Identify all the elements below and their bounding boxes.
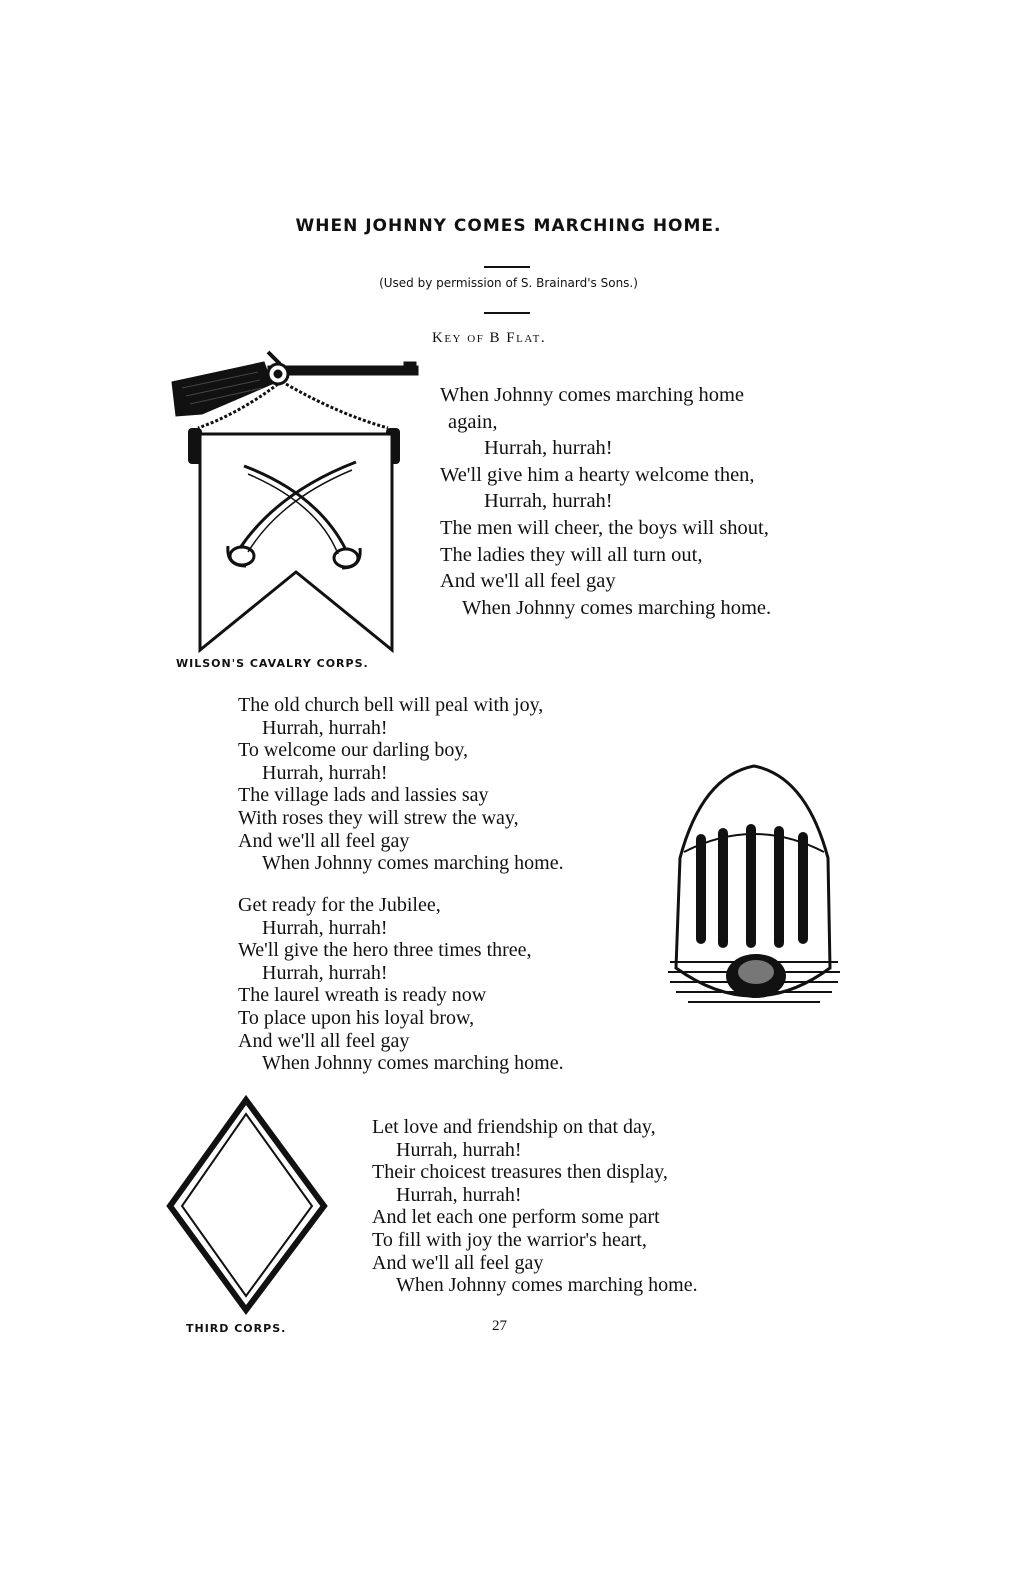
verse-line: Their choicest treasures then display,	[372, 1161, 668, 1184]
page-title: WHEN JOHNNY COMES MARCHING HOME.	[295, 216, 722, 236]
verse-line: Hurrah, hurrah!	[484, 490, 613, 513]
verse-line: Hurrah, hurrah!	[262, 916, 388, 939]
verse-line: And we'll all feel gay	[238, 1029, 410, 1052]
verse-line: When Johnny comes marching home.	[262, 1052, 564, 1075]
verse-line: When Johnny comes marching home.	[396, 1274, 698, 1297]
verse-line: And we'll all feel gay	[238, 829, 410, 852]
rule-bottom	[484, 312, 530, 314]
verse-line: The village lads and lassies say	[238, 784, 489, 807]
verse-line: again,	[448, 410, 498, 433]
verse-line: To place upon his loyal brow,	[238, 1006, 475, 1029]
verse-line: Hurrah, hurrah!	[262, 716, 388, 739]
verse-4	[372, 1116, 698, 1297]
minie-ball-icon	[662, 762, 844, 1024]
verse-line: Hurrah, hurrah!	[262, 961, 388, 984]
page-number: 27	[492, 1318, 507, 1334]
rule-top	[484, 266, 530, 268]
verse-line: When Johnny comes marching home.	[262, 852, 564, 875]
key-signature: Key of B Flat.	[432, 330, 547, 346]
verse-line: Get ready for the Jubilee,	[238, 894, 441, 916]
caption-third-corps: THIRD CORPS.	[186, 1322, 287, 1335]
verse-line: And we'll all feel gay	[440, 570, 616, 593]
permission-note: (Used by permission of S. Brainard's Sons.)	[379, 276, 638, 290]
verse-line: When Johnny comes marching home.	[462, 596, 772, 619]
diamond-badge-icon	[166, 1096, 328, 1314]
verse-line: To welcome our darling boy,	[238, 739, 469, 762]
verse-line: Hurrah, hurrah!	[396, 1138, 522, 1161]
verse-2	[238, 694, 564, 875]
verse-line: And we'll all feel gay	[372, 1251, 544, 1274]
verse-line: The laurel wreath is ready now	[238, 984, 487, 1007]
verse-line: We'll give the hero three times three,	[238, 939, 532, 962]
verse-line: And let each one perform some part	[372, 1206, 660, 1229]
verse-line: We'll give him a hearty welcome then,	[440, 463, 755, 486]
verse-line: With roses they will strew the way,	[238, 806, 519, 829]
verse-line: The ladies they will all turn out,	[440, 543, 703, 566]
verse-line: Hurrah, hurrah!	[484, 437, 613, 460]
verse-3	[238, 894, 564, 1075]
verse-line: Hurrah, hurrah!	[396, 1183, 522, 1206]
verse-1	[440, 382, 771, 621]
caption-cavalry: WILSON'S CAVALRY CORPS.	[176, 657, 369, 670]
verse-line: The old church bell will peal with joy,	[238, 694, 544, 716]
verse-line: Hurrah, hurrah!	[262, 761, 388, 784]
verse-line: Let love and friendship on that day,	[372, 1116, 656, 1138]
verse-line: To fill with joy the warrior's heart,	[372, 1228, 647, 1251]
verse-line: When Johnny comes marching home	[440, 384, 745, 406]
crossed-sabres-banner-icon	[168, 344, 418, 654]
verse-line: The men will cheer, the boys will shout,	[440, 516, 769, 539]
